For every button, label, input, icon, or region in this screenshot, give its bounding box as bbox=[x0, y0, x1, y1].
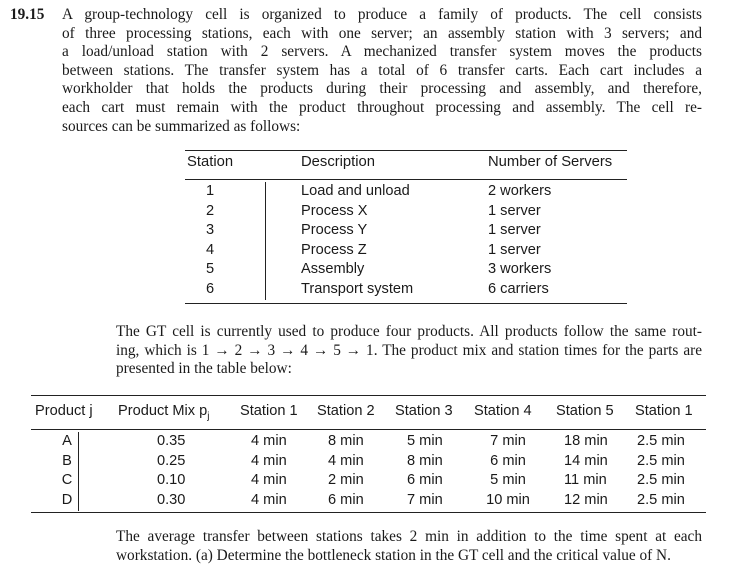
description-cell: Transport system bbox=[301, 280, 414, 297]
time-cell: 2.5 min bbox=[637, 491, 685, 508]
time-cell: 8 min bbox=[328, 433, 364, 449]
time-cell: 7 min bbox=[490, 433, 526, 449]
header-station-1-return: Station 1 bbox=[635, 403, 693, 419]
product-cell: B bbox=[62, 452, 72, 469]
paragraph-line: ing, which is 1 → 2 → 3 → 4 → 5 → 1. The product mix and station times for the parts are bbox=[116, 341, 702, 359]
mix-cell: 0.10 bbox=[157, 472, 186, 489]
description-cell: Load and unload bbox=[301, 183, 410, 199]
problem-line: of three processing stations, each with one server; an assembly station with 3 servers; and bbox=[62, 24, 702, 42]
table-bottom-rule bbox=[31, 512, 706, 513]
station-cell: 2 bbox=[205, 202, 215, 219]
problem-text bbox=[62, 6, 702, 136]
header-station-1: Station 1 bbox=[240, 403, 298, 419]
product-column bbox=[31, 432, 103, 510]
product-mix-table bbox=[31, 395, 706, 512]
station-cell: 1 bbox=[205, 183, 215, 199]
mix-cell: 0.35 bbox=[157, 433, 186, 449]
time-cell: 5 min bbox=[407, 433, 443, 449]
mix-cell: 0.25 bbox=[157, 452, 186, 469]
servers-cell: 1 server bbox=[488, 222, 541, 239]
gt-cell-paragraph bbox=[116, 323, 702, 379]
time-cell: 4 min bbox=[251, 472, 287, 489]
table-top-rule bbox=[185, 150, 627, 151]
paragraph-line: The GT cell is currently used to produce four products. All products follow the same rout- bbox=[116, 323, 702, 340]
product-cell: C bbox=[61, 472, 73, 489]
header-servers: Number of Servers bbox=[488, 154, 613, 170]
problem-line: between stations. The transfer system has a total of 6 transfer carts. Each cart includes a bbox=[62, 61, 702, 79]
header-product-mix-subscript: j bbox=[207, 410, 210, 422]
description-cell: Process Z bbox=[301, 241, 367, 258]
paragraph-line: presented in the table below: bbox=[116, 360, 292, 378]
time-cell: 6 min bbox=[407, 472, 443, 489]
mix-cell: 0.30 bbox=[157, 491, 186, 508]
time-cell: 8 min bbox=[407, 452, 443, 469]
station-cell: 5 bbox=[205, 261, 215, 278]
header-product: Product j bbox=[35, 403, 93, 419]
station-4-column bbox=[473, 432, 543, 510]
time-cell: 2.5 min bbox=[637, 433, 685, 449]
time-cell: 4 min bbox=[251, 452, 287, 469]
time-cell: 6 min bbox=[490, 452, 526, 469]
station-cell: 3 bbox=[205, 222, 215, 239]
time-cell: 2.5 min bbox=[637, 472, 685, 489]
transfer-paragraph bbox=[116, 528, 702, 565]
problem-line: A group-technology cell is organized to produce a family of products. The cell consists bbox=[62, 6, 702, 23]
paragraph-line: workstation. (a) Determine the bottleneck station in the GT cell and the critical value of N. bbox=[116, 546, 671, 564]
time-cell: 4 min bbox=[328, 452, 364, 469]
table-header-rule bbox=[185, 179, 627, 180]
servers-cell: 6 carriers bbox=[488, 280, 549, 297]
paragraph-line: The average transfer between stations takes 2 min in addition to the time spent at each bbox=[116, 528, 702, 545]
header-station-4: Station 4 bbox=[474, 403, 532, 419]
description-cell: Process Y bbox=[301, 222, 368, 239]
time-cell: 6 min bbox=[328, 491, 364, 508]
problem-line: each cart must remain with the product throughout processing and assembly. The cell re- bbox=[62, 98, 702, 116]
problem-statement bbox=[10, 6, 702, 136]
header-station: Station bbox=[187, 154, 234, 170]
table-top-rule bbox=[31, 395, 706, 396]
time-cell: 12 min bbox=[564, 491, 608, 508]
servers-cell: 2 workers bbox=[488, 183, 552, 199]
header-description: Description bbox=[301, 154, 376, 170]
time-cell: 4 min bbox=[251, 491, 287, 508]
station-3-column bbox=[407, 432, 443, 510]
station-2-column bbox=[328, 432, 364, 510]
station-cell: 4 bbox=[205, 241, 215, 258]
header-product-mix bbox=[118, 403, 209, 422]
header-station-2: Station 2 bbox=[317, 403, 375, 419]
time-cell: 14 min bbox=[564, 452, 608, 469]
servers-cell: 1 server bbox=[488, 202, 541, 219]
time-cell: 2 min bbox=[328, 472, 364, 489]
table-header-rule bbox=[31, 429, 706, 430]
station-1-column bbox=[251, 432, 287, 510]
station-1-return-column bbox=[637, 432, 685, 510]
time-cell: 2.5 min bbox=[637, 452, 685, 469]
station-number-column bbox=[185, 182, 235, 300]
problem-line: sources can be summarized as follows: bbox=[62, 117, 301, 135]
header-station-5: Station 5 bbox=[556, 403, 614, 419]
table-bottom-rule bbox=[185, 303, 627, 304]
description-column bbox=[301, 182, 413, 300]
mix-column bbox=[157, 432, 185, 510]
product-cell: D bbox=[61, 491, 73, 508]
header-station-3: Station 3 bbox=[395, 403, 453, 419]
servers-cell: 1 server bbox=[488, 241, 541, 258]
time-cell: 7 min bbox=[407, 491, 443, 508]
header-product-mix-label: Product Mix p bbox=[118, 403, 208, 419]
description-cell: Assembly bbox=[301, 261, 365, 278]
station-5-column bbox=[564, 432, 608, 510]
servers-cell: 3 workers bbox=[488, 261, 552, 278]
time-cell: 4 min bbox=[251, 433, 287, 449]
problem-number: 19.15 bbox=[10, 6, 45, 23]
time-cell: 10 min bbox=[486, 491, 530, 508]
time-cell: 18 min bbox=[564, 433, 608, 449]
table-column-divider bbox=[265, 182, 266, 300]
time-cell: 5 min bbox=[490, 472, 526, 489]
problem-line: a load/unload station with 2 servers. A mechanized transfer system moves the products bbox=[62, 43, 702, 61]
description-cell: Process X bbox=[301, 202, 368, 219]
time-cell: 11 min bbox=[564, 472, 607, 489]
problem-line: workholder that holds the products during their processing and assembly, and therefore, bbox=[62, 80, 702, 98]
product-cell: A bbox=[62, 433, 72, 449]
station-cell: 6 bbox=[205, 280, 215, 297]
servers-column bbox=[488, 182, 551, 300]
